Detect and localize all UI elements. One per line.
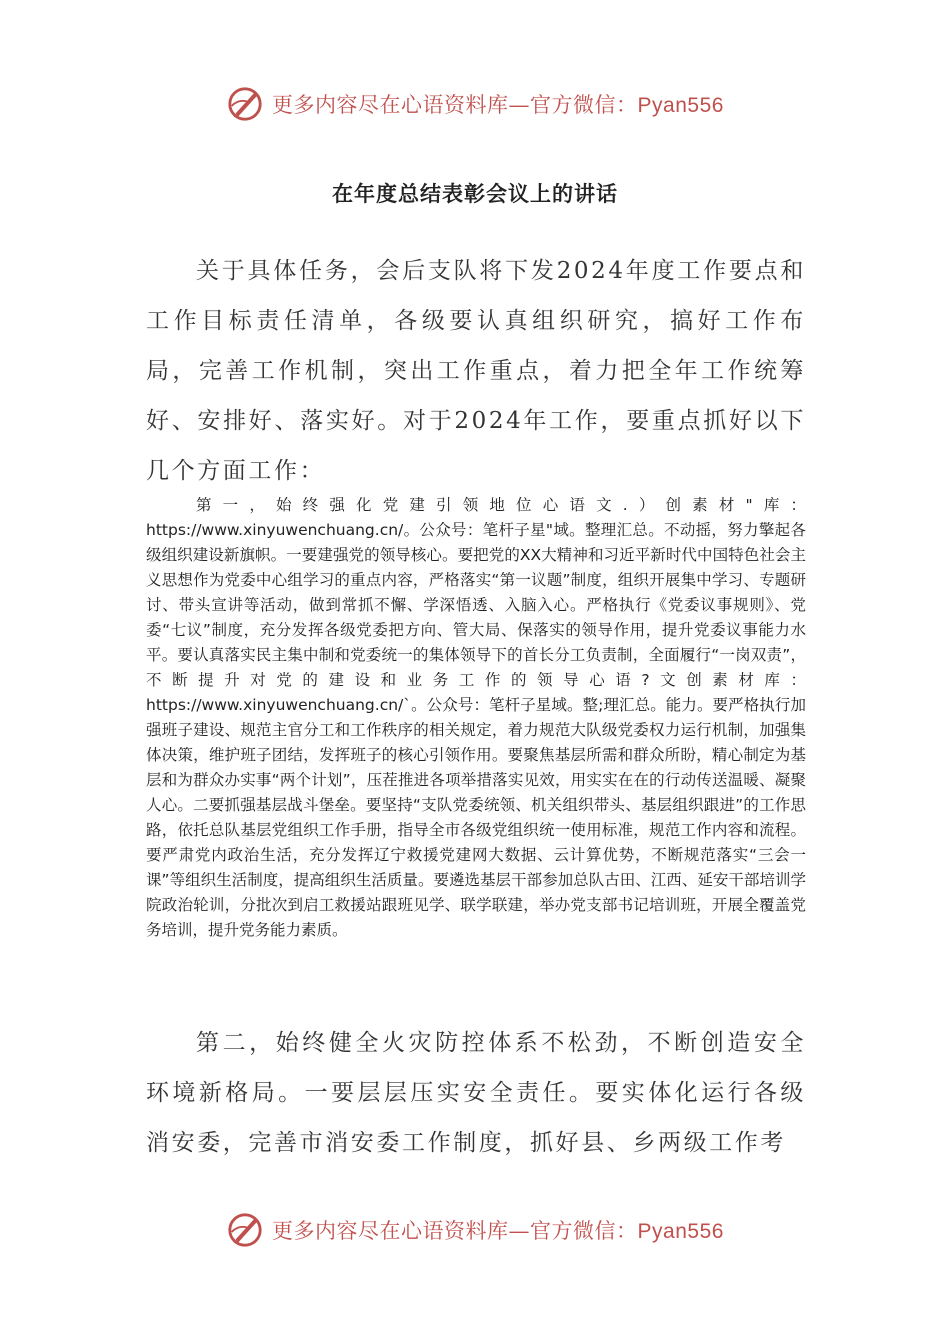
pen-logo-icon	[226, 1211, 264, 1249]
watermark-text: 更多内容尽在心语资料库—官方微信：Pyan556	[272, 93, 724, 117]
footer-watermark	[0, 1208, 950, 1252]
pen-logo-icon	[226, 85, 264, 123]
paragraph-intro: 关于具体任务，会后支队将下发2024年度工作要点和工作目标责任清单，各级要认真组织研究，搞好工作布局，完善工作机制，突出工作重点，着力把全年工作统筹好、安排好、落实好。对于2024年工作，要重点抓好以下几个方面工作：	[146, 258, 806, 484]
document-title: 在年度总结表彰会议上的讲话	[332, 182, 618, 206]
paragraph-second-point: 第二，始终健全火灾防控体系不松劲，不断创造安全环境新格局。一要层层压实安全责任。要实体化运行各级消安委，完善市消安委工作制度，抓好县、乡两级工作考	[146, 1030, 806, 1156]
paragraph-first-point: 第一，始终强化党建引领地位心语文.）创素材"库：https://www.xinyuwenchuang.cn/。公众号：笔杆子星"域。整理汇总。不动摇，努力擎起各级组织建设新旗帜。一要建强党的领导核心。要把党的XX大精神和习近平新时代中国特色社会主义思想作为党委中心组学习的重点内容，严格落实“第一议题”制度，组织开展集中学习、专题研讨、带头宣讲等活动，做到常抓不懈、学深悟透、入脑入心。严格执行《党委议事规则》、党委“七议”制度，充分发挥各级党委把方向、管大局、保落实的领导作用，提升党委议事能力水平。要认真落实民主集中制和党委统一的集体领导下的首长分工负责制，全面履行“一岗双责”，不断提升对党的建设和业务工作的领导心语?文创素材库：https://www.xinyuwenchuang.cn/`。公众号：笔杆子星域。整;理汇总。能力。要严格执行加强班子建设、规范主官分工和工作秩序的相关规定，着力规范大队级党委权力运行机制，加强集体决策，维护班子团结，发挥班子的核心引领作用。要聚焦基层所需和群众所盼，精心制定为基层和为群众办实事“两个计划”，压茬推进各项举措落实见效，用实实在在的行动传送温暖、凝聚人心。二要抓强基层战斗堡垒。要坚持“支队党委统领、机关组织带头、基层组织跟进”的工作思路，依托总队基层党组织工作手册，指导全市各级党组织统一使用标准，规范工作内容和流程。要严肃党内政治生活，充分发挥辽宁救援党建网大数据、云计算优势，不断规范落实“三会一课”等组织生活制度，提高组织生活质量。要遴选基层干部参加总队古田、江西、延安干部培训学院政治轮训，分批次到启工救援站跟班见学、联学联建，举办党支部书记培训班，开展全覆盖党务培训，提升党务能力素质。	[146, 496, 806, 939]
watermark-text: 更多内容尽在心语资料库—官方微信：Pyan556	[272, 1219, 724, 1243]
header-watermark	[0, 82, 950, 126]
